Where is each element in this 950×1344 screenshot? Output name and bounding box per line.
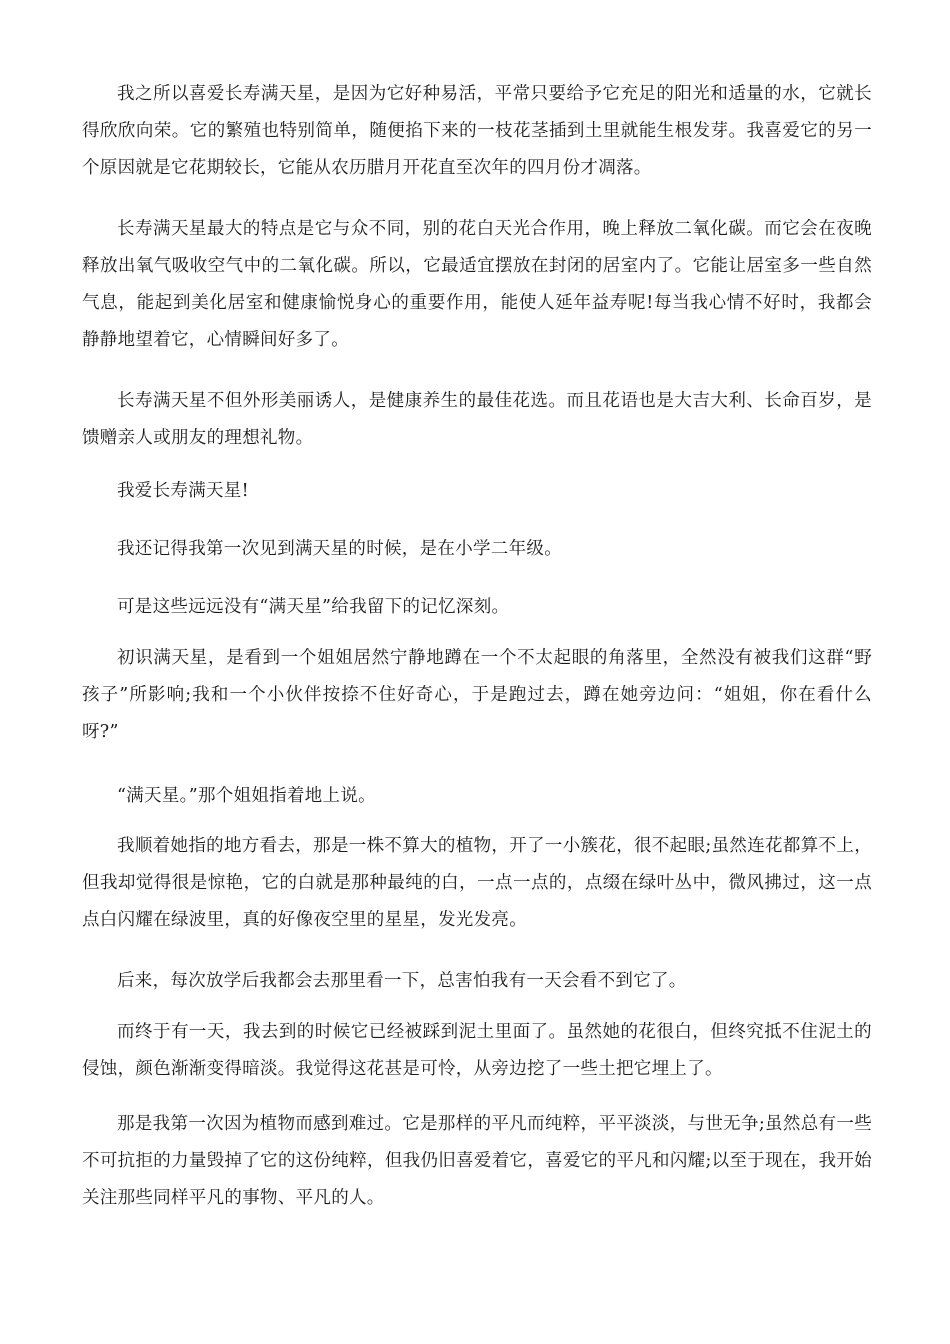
paragraph-3: 长寿满天星不但外形美丽诱人，是健康养生的最佳花选。而且花语也是大吉大利、长命百岁，是馈赠亲人或朋友的理想礼物。	[82, 391, 872, 448]
paragraph-7: 初识满天星，是看到一个姐姐居然宁静地蹲在一个不太起眼的角落里，全然没有被我们这群“野孩子”所影响;我和一个小伙伴按捺不住好奇心，于是跑过去，蹲在她旁边问：“姐姐，你在看什么呀?”	[82, 648, 872, 742]
paragraph-11: 而终于有一天，我去到的时候它已经被踩到泥土里面了。虽然她的花很白，但终究抵不住泥土的侵蚀，颜色渐渐变得暗淡。我觉得这花甚是可怜，从旁边挖了一些土把它埋上了。	[82, 1022, 872, 1079]
paragraph-1: 我之所以喜爱长寿满天星，是因为它好种易活，平常只要给予它充足的阳光和适量的水，它就长得欣欣向荣。它的繁殖也特别简单，随便掐下来的一枝花茎插到土里就能生根发芽。我喜爱它的另一个原因就是它花期较长，它能从农历腊月开花直至次年的四月份才凋落。	[82, 84, 872, 178]
paragraph-2: 长寿满天星最大的特点是它与众不同，别的花白天光合作用，晚上释放二氧化碳。而它会在夜晚释放出氧气吸收空气中的二氧化碳。所以，它最适宜摆放在封闭的居室内了。它能让居室多一些自然气息，能起到美化居室和健康愉悦身心的重要作用，能使人延年益寿呢!每当我心情不好时，我都会静静地望着它，心情瞬间好多了。	[82, 219, 872, 350]
paragraph-10: 后来，每次放学后我都会去那里看一下，总害怕我有一天会看不到它了。	[117, 971, 687, 991]
paragraph-8: “满天星。”那个姐姐指着地上说。	[117, 786, 376, 806]
paragraph-6: 可是这些远远没有“满天星”给我留下的记忆深刻。	[117, 597, 510, 617]
paragraph-9: 我顺着她指的地方看去，那是一株不算大的植物，开了一小簇花，很不起眼;虽然连花都算不上，但我却觉得很是惊艳，它的白就是那种最纯的白，一点一点的，点缀在绿叶丛中，微风拂过，这一点点白闪耀在绿波里，真的好像夜空里的星星，发光发亮。	[82, 836, 872, 930]
paragraph-5: 我还记得我第一次见到满天星的时候，是在小学二年级。	[117, 539, 562, 559]
paragraph-4: 我爱长寿满天星!	[117, 481, 249, 501]
paragraph-12: 那是我第一次因为植物而感到难过。它是那样的平凡而纯粹，平平淡淡，与世无争;虽然总有一些不可抗拒的力量毁掉了它的这份纯粹，但我仍旧喜爱着它，喜爱它的平凡和闪耀;以至于现在，我开始关注那些同样平凡的事物、平凡的人。	[82, 1114, 872, 1208]
